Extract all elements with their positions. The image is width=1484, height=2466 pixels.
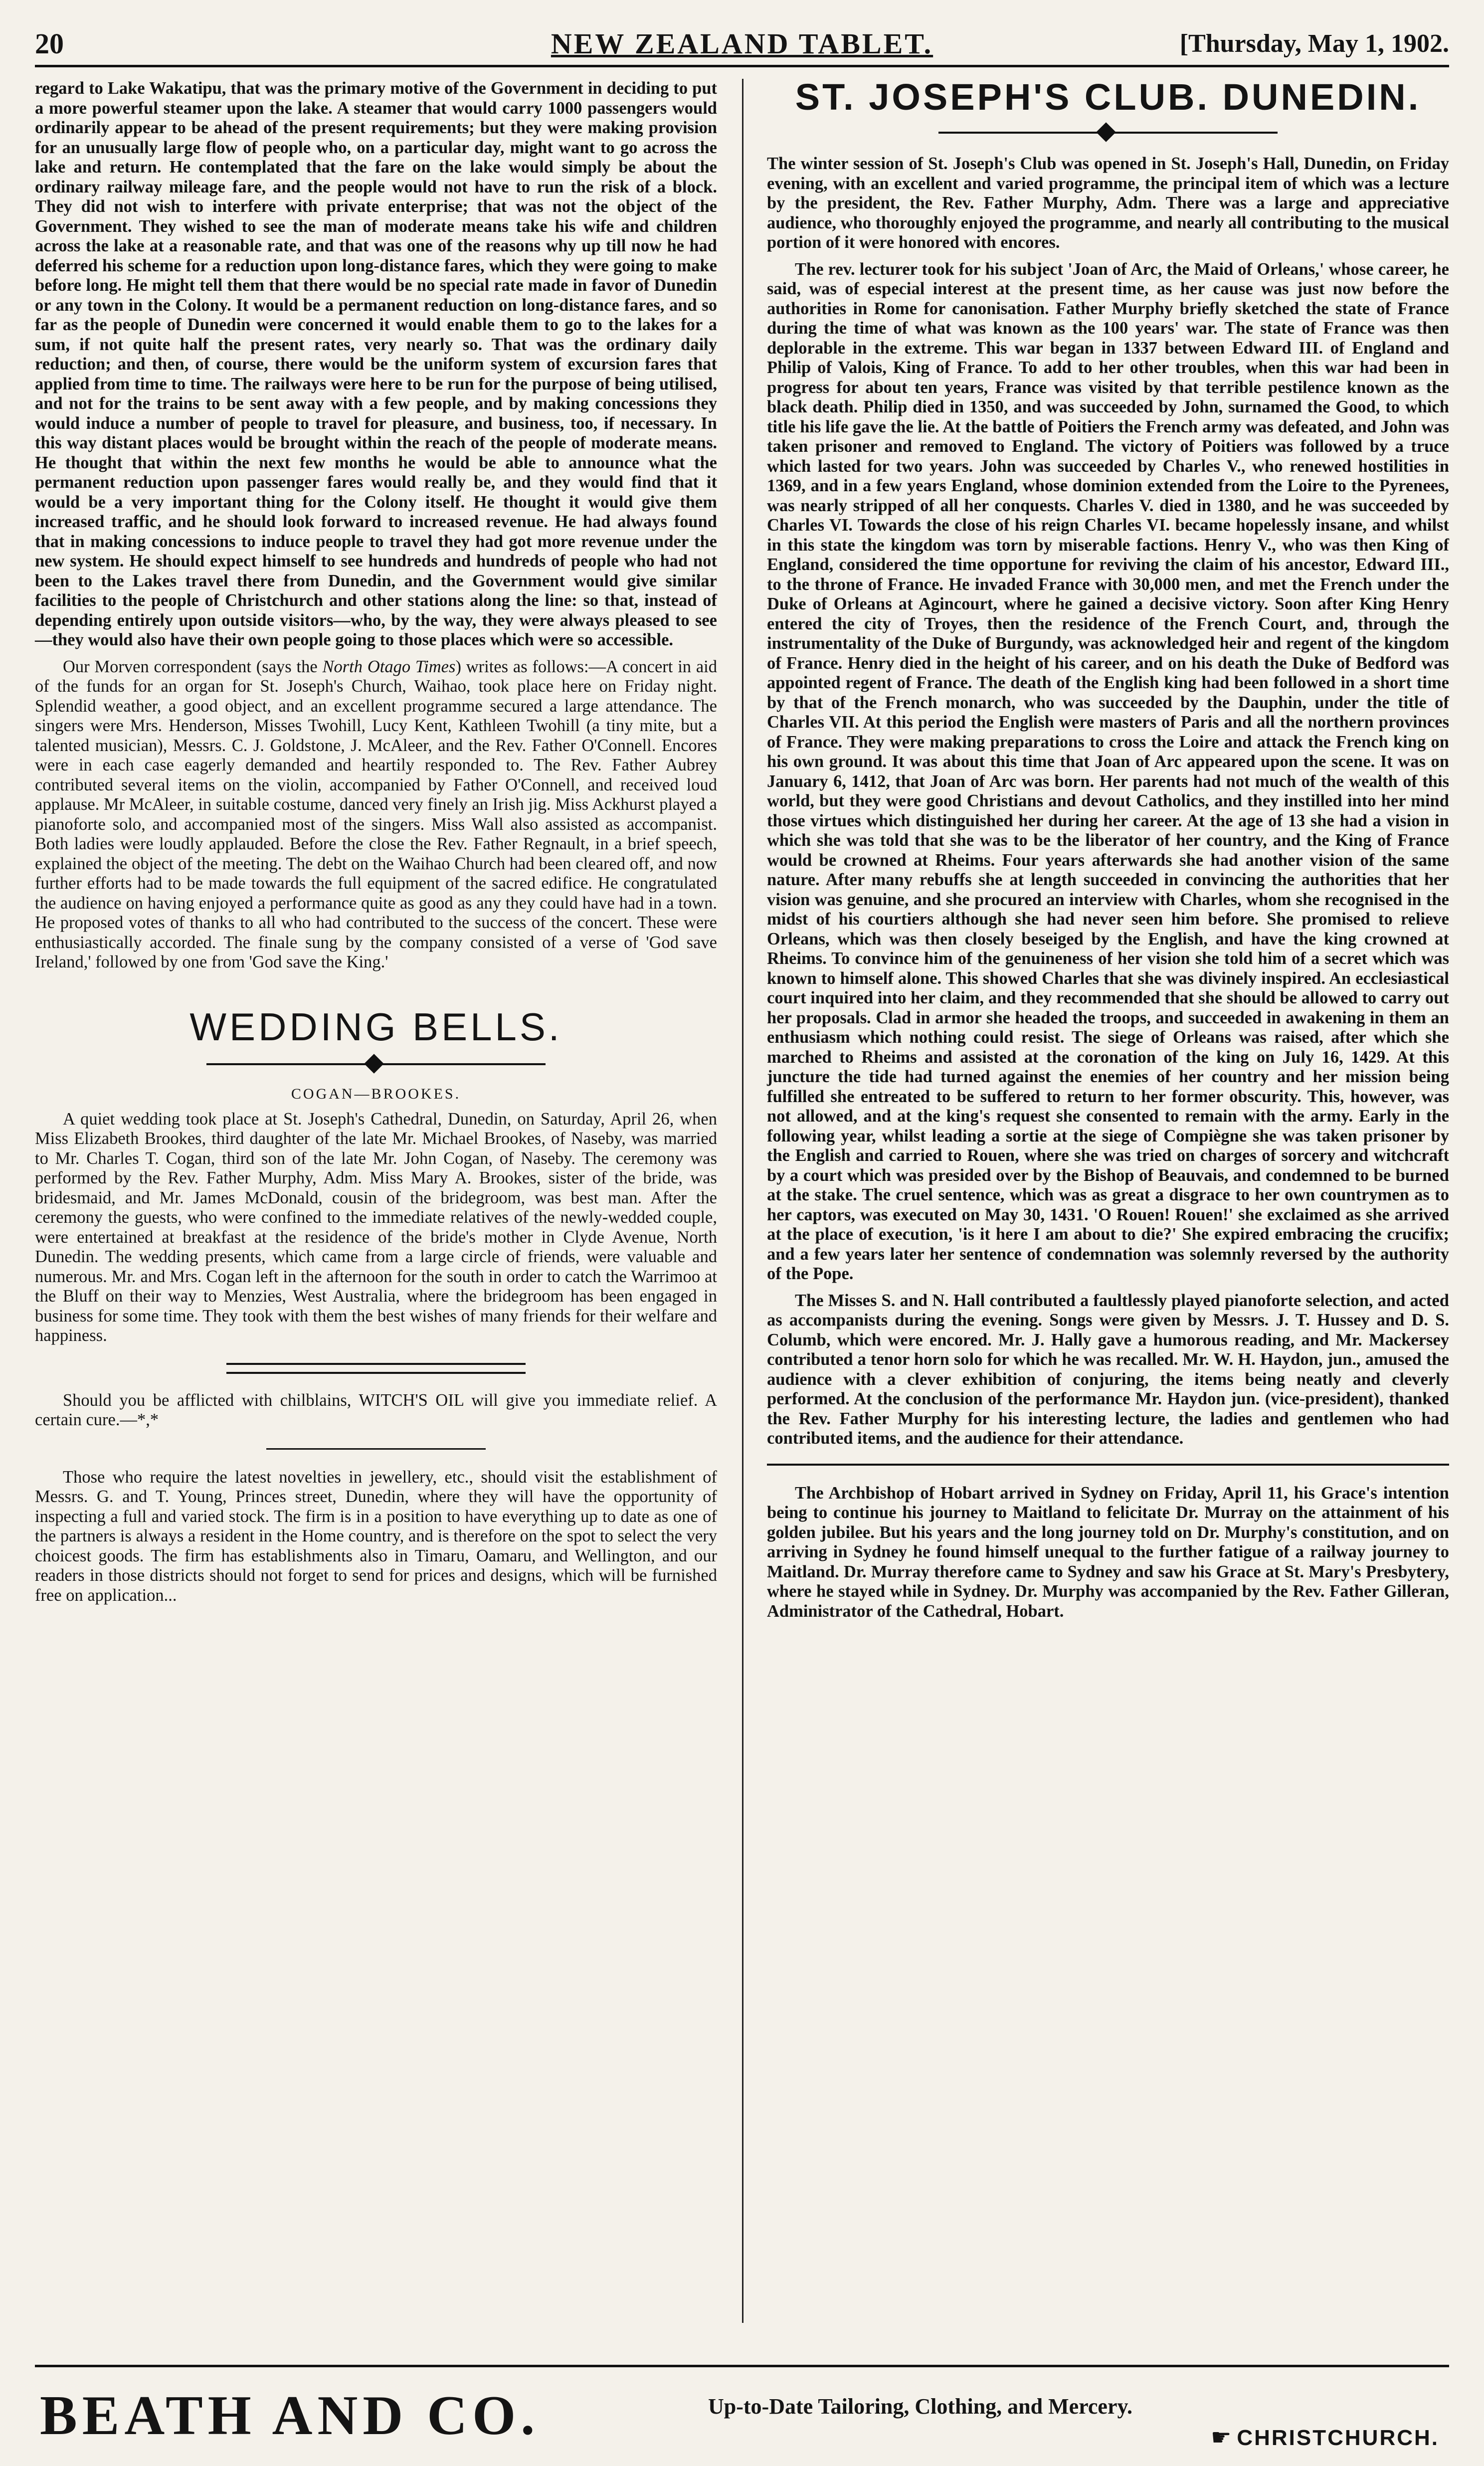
joan-of-arc-lecture: The rev. lecturer took for his subject 'Joan of Arc, the Maid of Orleans,' whose career, he said, was of especial interest at the present time, as her cause was just now before the authorities in Rome for canonisation. Father Murphy briefly sketched the state of France during the time of what was known as the 100 years' war. The state of France was then deplorable in the extreme. This war began in 1337 between Edward III. of England and Philip of Valois, King of France. To add to her other troubles, when this war had been in progress for about ten years, France was visited by that terrible pestilence known as the black death. Philip died in 1350, and was succeeded by John, surnamed the Good, to which title his life gave the lie. At the battle of Poitiers the French army was defeated, and John was taken prisoner and removed to England. The victory of Poitiers was followed by a truce which lasted for two years. John was succeeded by Charles V., who renewed hostilities in 1369, and in a few years England, whose dominion extended from the Loire to the Pyrenees, was nearly stripped of all her conquests. Charles V. died in 1380, and he was succeeded by Charles VI. Towards the close of his reign Charles VI. became hopelessly insane, and whilst in this state the kingdom was torn by miserable factions. Henry V., who was then King of England, considered the time opportune for reviving the claim of his ancestor, Edward III., to the throne of France. He invaded France with 30,000 men, and met the French under the Duke of Orleans at Agincourt, where he gained a decisive victory. Soon after King Henry entered the city of Troyes, then the residence of the French Court, and, through the instrumentality of the Duke of Burgundy, was acknowledged heir and regent of the kingdom of France. Henry died in the height of his career, and on his death the Duke of Bedford was appointed regent of France. The death of the English king had been followed in a short time by that of the French monarch, who was succeeded by the Dauphin, under the title of Charles VII. At this period the English were masters of Paris and all the northern provinces of France. They were making preparations to cross the Loire and attack the French king on his own ground. It was about this time that Joan of Arc appeared upon the scene. It was on January 6, 1412, that Joan of Arc was born. Her parents had not much of the wealth of this world, but they were good Christians and devout Catholics, and they instilled into her mind those virtues which distinguished her during her career. At the age of 13 she had a vision in which she was told that she was to be the liberator of her country, and the King of France would be crowned at Rheims. Four years afterwards she had another vision of the same nature. After many rebuffs she at length succeeded in convincing the authorities that her vision was genuine, and she procured an interview with Charles, whom she recognised in the midst of his courtiers although she had never seen him before. She promised to relieve Orleans, which was then closely beseiged by the English, and have the king crowned at Rheims. To convince him of the genuineness of her vision she told him of a secret which was known to himself alone. This showed Charles that she was divinely inspired. An ecclesiastical court inquired into her claim, and they recommended that she should be allowed to carry out her proposals. Clad in armor she headed the troops, and succeeded in awakening in them an enthusiasm which nothing could resist. The siege of Orleans was raised, after which she marched to Rheims and assisted at the coronation of the king on July 16, 1429. At this juncture the tide had turned against the enemies of her country and her mission being fulfilled she entreated to be suffered to return to her former obscurity. This, however, was not allowed, and at the king's request she consented to remain with the army. Early in the following year, whilst leading a sortie at the siege of Compiègne she was taken prisoner by the English and carried to Rouen, where she was tried on charges of sorcery and witchcraft by a court which was presided over by the Bishop of Beauvais, and condemned to be burned at the stake. The cruel sentence, which was as great a disgrace to her own countrymen as to her captors, was executed on May 30, 1431. 'O Rouen! Rouen!' she exclaimed as she arrived at the place of execution, 'is it here I am about to die?' She expired embracing the crucifix; and a few years later her sentence of condemnation was solemnly reversed by the authority of the Pope. [767,259,1449,1283]
railway-fares-text: regard to Lake Wakatipu, that was the primary motive of the Government in deciding to put a more powerful steamer upon the lake. A steamer that would carry 1000 passengers would ordinarily appear to be ahead of the present requirements; but they were making provision for an unusually large flow of people who, on a particular day, might want to go across the lake and return. He contemplated that the fare on the lake would simply be about the ordinary railway mileage fare, and the people would not have to run the risk of a block. They did not wish to interfere with private enterprise; that was not the object of the Government. They wished to see the man of moderate means take his wife and children across the lake at a reasonable rate, and that was one of the reasons why up till now he had deferred his scheme for a reduction upon long-distance fares, which they were going to make before long. He might tell them that there would be no special rate made in favor of Dunedin or any town in the Colony. It would be a permanent reduction on long-distance fares, and so far as the people of Dunedin were concerned it would enable them to go to the lakes for a sum, if not quite half the present rates, very nearly so. That was the ordinary daily reduction; and then, of course, there would be the uniform system of excursion fares that applied from time to time. The railways were here to be run for the purpose of being utilised, and not for the trains to be sent away with a few people, and by making concessions they would induce a number of people to travel for pleasure, and business, too, if necessary. In this way distant places would be brought within the reach of the people of moderate means. He thought that within the next few months he would be able to announce what the permanent reduction upon passenger fares would really be, and they would find that it would be a very important thing for the Colony itself. He thought it would give them increased traffic, and he should look forward to increased revenue. He had always found that in making concessions to induce people to travel they had got more revenue under the new system. He should expect himself to see hundreds and hundreds of people who had not been to the Lakes travel there from Dunedin, and the Government would give similar facilities to the people of Christchurch and other stations along the line: so that, instead of depending entirely upon outside visitors—who, by the way, they were always pleased to see—they would also have their own people going to those places which were so accessible. [35,79,717,649]
advertiser-name: BEATH AND CO. [40,2385,540,2447]
advertiser-city-line: ☛ CHRISTCHURCH. [1211,2424,1439,2450]
archbishop-hobart-text: The Archbishop of Hobart arrived in Sydney on Friday, April 11, his Grace's intention being to continue his journey to Maitland to felicitate Dr. Murray on the attainment of his golden jubilee. But his years and the long journey told on Dr. Murphy's constitution, and on arriving in Sydney he found himself unequal to the further fatigue of a railway journey to Maitland. Dr. Murray therefore came to Sydney and saw his Grace at St. Mary's Presbytery, where he stayed while in Sydney. Dr. Murphy was accompanied by the Rev. Father Gilleran, Administrator of the Cathedral, Hobart. [767,1483,1449,1621]
right-column [767,76,1449,1628]
railway-fares-article [35,79,717,650]
diamond-ornament-icon [1096,122,1116,142]
issue-date: [Thursday, May 1, 1902. [1179,29,1449,58]
club-performers-text: The Misses S. and N. Hall contributed a faultlessly played pianoforte selection, and acted as accompanists during the evening. Songs were given by Messrs. J. T. Hussey and D. S. Columb, which were encored. Mr. J. Hally gave a humorous reading, and Mr. Mackersey contributed a tenor horn solo for which he was recalled. Mr. W. H. Haydon, jun., amused the audience with a clever exhibition of conjuring, the items being neatly and cleverly performed. At the conclusion of the performance Mr. Haydon jun. (vice-president), thanked the Rev. Father Murphy for his interesting lecture, the ladies and gentlemen who had contributed items, and the audience for their attendance. [767,1291,1449,1448]
footer-rule [35,2365,1449,2367]
page-number: 20 [35,27,64,60]
advertisement-footer [35,2384,1449,2450]
publication-title: NEW ZEALAND TABLET. [551,27,933,60]
ornamental-rule [938,123,1278,141]
wedding-bells-heading: WEDDING BELLS. [189,1004,562,1049]
ornamental-rule [206,1055,546,1073]
left-column [35,79,717,1612]
section-divider [266,1448,486,1450]
witch-oil-notice: Should you be afflicted with chilblains, WITCH'S OIL will give you immediate relief. A certain cure.—*,* [35,1390,717,1429]
club-heading: ST. JOSEPH'S CLUB. DUNEDIN. [795,76,1421,118]
column-rule [742,79,743,2323]
advertiser-tagline: Up-to-Date Tailoring, Clothing, and Mercery. [708,2394,1133,2419]
waihao-concert-text: Our Morven correspondent (says the North Otago Times) writes as follows:—A concert in aid of the funds for an organ for St. Joseph's Church, Waihao, took place here on Friday night. Splendid weather, a good object, and an excellent programme secured a large attendance. The singers were Mrs. Henderson, Misses Twohill, Lucy Kent, Kathleen Twohill (a tiny mite, but a talented musician), Messrs. C. J. Goldstone, J. McAleer, and the Rev. Father O'Connell. Encores were in each case eagerly demanded and heartily responded to. The Rev. Father Aubrey contributed several items on the violin, accompanied by Father O'Connell, and received loud applause. Mr McAleer, in suitable costume, danced very finely an Irish jig. Miss Ackhurst played a pianoforte solo, and accompanied most of the singers. Miss Wall also assisted as accompanist. Both ladies were loudly applauded. Before the close the Rev. Father Regnault, in a brief speech, explained the object of the meeting. The debt on the Waihao Church had been cleared off, and now further efforts had to be made towards the full equipment of the sacred edifice. He congratulated the audience on having enjoyed a performance quite as good as any they could have had in a town. He proposed votes of thanks to all who had contributed to the success of the concert. These were enthusiastically accorded. The finale sung by the company consisted of a verse of 'God save Ireland,' followed by one from 'God save the King.' [35,657,718,971]
wedding-subheading: COGAN—BROOKES. [291,1085,461,1102]
jewellery-notice: Those who require the latest novelties in jewellery, etc., should visit the establishment of Messrs. G. and T. Young, Princes street, Dunedin, where they will have the opportunity of inspecting a full and varied stock. The firm is in a position to have everything up to date as one of the partners is always a resident in the Home country, and is therefore on the spot to select the very choicest goods. The firm has establishments also in Timaru, Oamaru, and Wellington, and our readers in those districts should not forget to send for prices and designs, which will be furnished free on application... [35,1467,717,1605]
newspaper-page [35,20,1449,2450]
pointing-hand-icon: ☛ [1211,2424,1233,2450]
diamond-ornament-icon [364,1054,384,1074]
newspaper-source: North Otago Times [322,657,456,676]
section-divider [767,1464,1449,1469]
club-opening-text: The winter session of St. Joseph's Club was opened in St. Joseph's Hall, Dunedin, on Friday evening, with an excellent and varied programme, the principal item of which was a lecture by the president, the Rev. Father Murphy, Adm. There was a large and appreciative audience, who thoroughly enjoyed the programme, and nearly all contributing to the musical portion of it were honored with encores. [767,154,1449,252]
section-divider [226,1363,526,1374]
masthead [35,20,1449,67]
wedding-text: A quiet wedding took place at St. Joseph's Cathedral, Dunedin, on Saturday, April 26, when Miss Elizabeth Brookes, third daughter of the late Mr. Michael Brookes, of Naseby, was married to Mr. Charles T. Cogan, third son of the late Mr. John Cogan, of Naseby. The ceremony was performed by the Rev. Father Murphy, Adm. Miss Mary A. Brookes, sister of the bride, was bridesmaid, and Mr. James McDonald, cousin of the bridegroom, was best man. After the ceremony the guests, who were confined to the immediate relatives of the newly-wedded couple, were entertained at breakfast at the residence of the bride's mother in Clyde Avenue, North Dunedin. The wedding presents, which came from a large circle of friends, were valuable and numerous. Mr. and Mrs. Cogan left in the afternoon for the south in order to catch the Warrimoo at the Bluff on their way to Menzies, West Australia, where the bridegroom has been engaged in business for some time. They took with them the best wishes of many friends for their welfare and happiness. [35,1109,717,1345]
